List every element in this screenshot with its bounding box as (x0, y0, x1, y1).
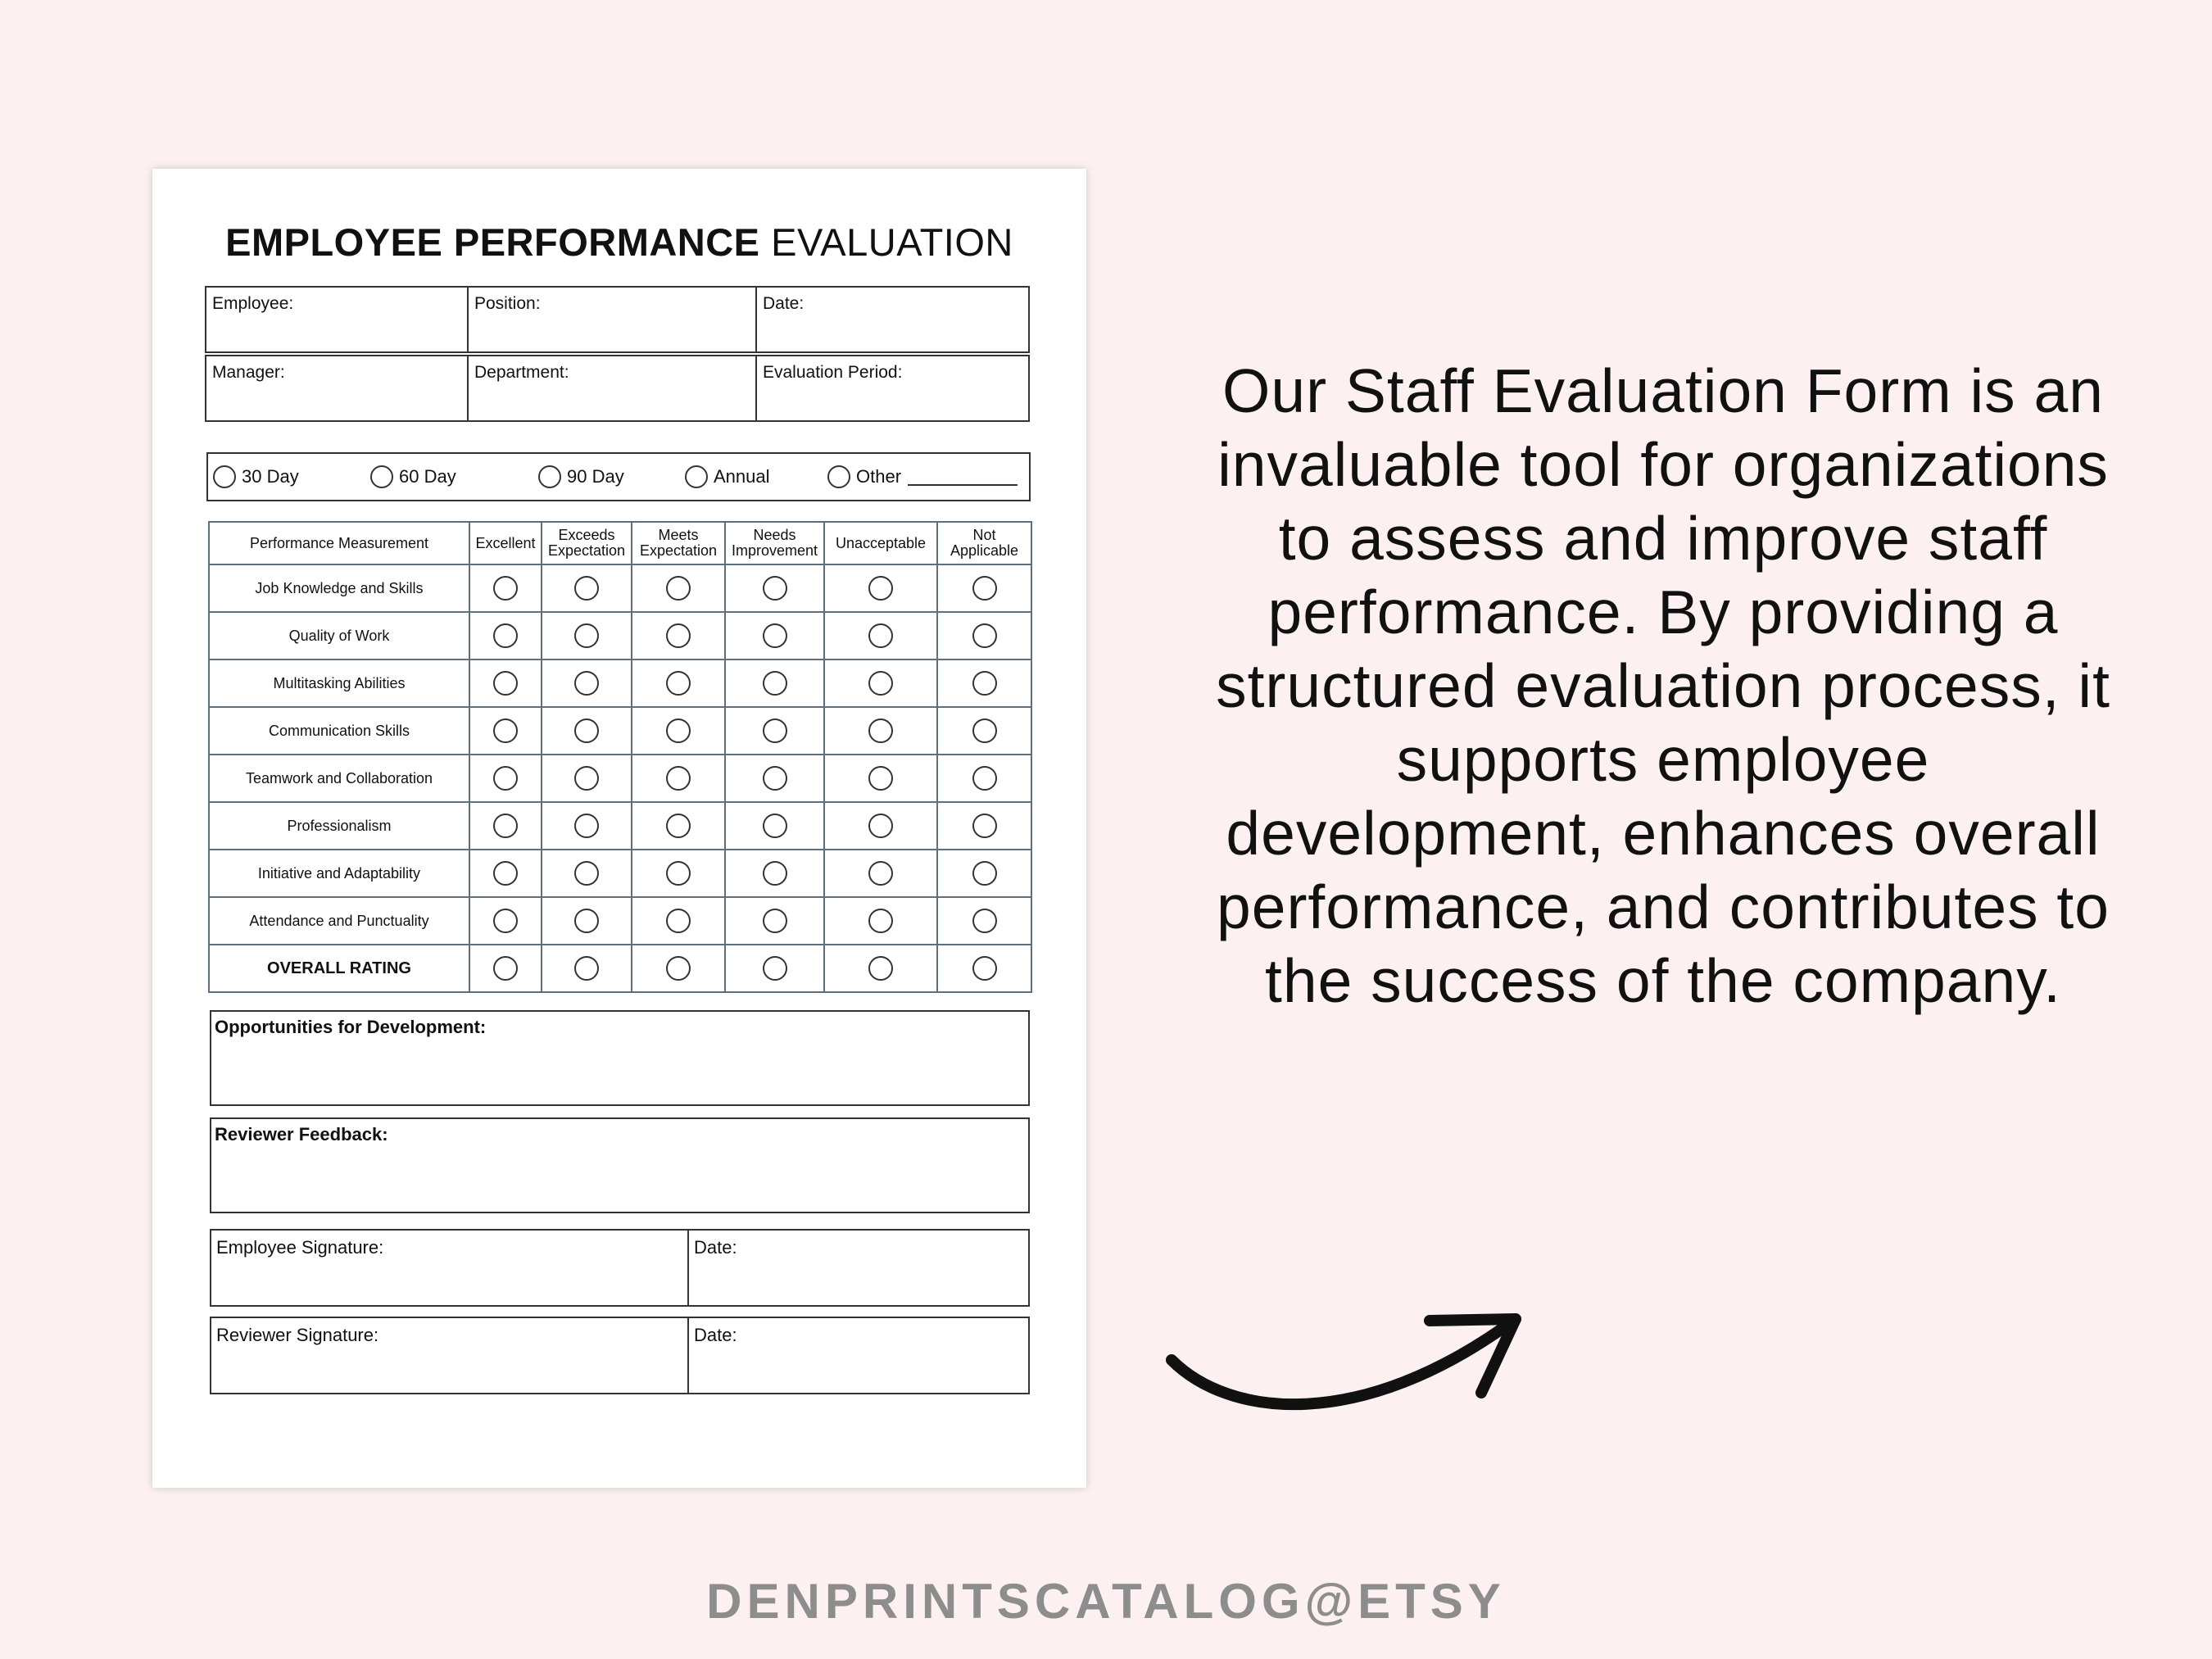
feedback-textbox[interactable] (210, 1117, 1030, 1213)
rating-radio[interactable] (972, 956, 997, 981)
manager-field[interactable] (206, 356, 467, 420)
rating-radio[interactable] (574, 718, 599, 743)
reviewer-signature-field[interactable] (211, 1318, 687, 1393)
radio-icon[interactable] (538, 465, 561, 488)
rating-radio[interactable] (972, 814, 997, 838)
form-title-bold: EMPLOYEE PERFORMANCE (225, 220, 760, 264)
table-header-row (209, 522, 1031, 564)
rating-radio[interactable] (763, 576, 787, 601)
rating-radio[interactable] (574, 623, 599, 648)
rating-radio[interactable] (763, 814, 787, 838)
rating-radio[interactable] (666, 861, 691, 886)
rating-radio[interactable] (972, 671, 997, 696)
period-label: 60 Day (399, 466, 456, 487)
rating-radio[interactable] (868, 623, 893, 648)
rating-radio[interactable] (868, 671, 893, 696)
rating-radio[interactable] (972, 576, 997, 601)
evaluation-period-field[interactable] (757, 356, 1028, 420)
table-row (209, 897, 1031, 945)
date-label: Date: (763, 294, 805, 313)
rating-radio[interactable] (666, 909, 691, 933)
promo-text: Our Staff Evaluation Form is an invaluable tool for organizations to assess and improve staff performance. By providing a structured evaluation process, it supports employee development, enhances overall performance, and contributes to the success of the company. (1216, 356, 2110, 1015)
employee-field[interactable] (206, 288, 467, 351)
info-row-2 (205, 355, 1030, 422)
employee-label: Employee: (212, 294, 294, 313)
rating-radio[interactable] (666, 814, 691, 838)
position-label: Position: (474, 294, 541, 313)
period-label: 90 Day (567, 466, 624, 487)
period-option-60-day[interactable] (370, 454, 456, 500)
table-row (209, 707, 1031, 755)
employee-signature-field[interactable] (211, 1231, 687, 1305)
rating-radio[interactable] (868, 909, 893, 933)
rating-radio[interactable] (574, 909, 599, 933)
radio-icon[interactable] (685, 465, 708, 488)
rating-radio[interactable] (574, 766, 599, 791)
table-row (209, 660, 1031, 707)
rating-radio[interactable] (493, 623, 518, 648)
rating-radio[interactable] (574, 576, 599, 601)
rating-radio[interactable] (493, 576, 518, 601)
rating-radio[interactable] (763, 766, 787, 791)
rating-radio[interactable] (493, 766, 518, 791)
measurement-label: Professionalism (209, 802, 469, 850)
rating-radio[interactable] (493, 909, 518, 933)
measurement-label: Teamwork and Collaboration (209, 755, 469, 802)
rating-radio[interactable] (763, 718, 787, 743)
rating-radio[interactable] (666, 766, 691, 791)
rating-radio[interactable] (574, 814, 599, 838)
rating-radio[interactable] (868, 766, 893, 791)
rating-radio[interactable] (666, 671, 691, 696)
measurement-label: Quality of Work (209, 612, 469, 660)
department-label: Department: (474, 363, 569, 382)
rating-radio[interactable] (868, 814, 893, 838)
rating-radio[interactable] (868, 576, 893, 601)
table-row (209, 612, 1031, 660)
performance-table (208, 521, 1032, 993)
rating-radio[interactable] (868, 718, 893, 743)
development-textbox[interactable] (210, 1010, 1030, 1106)
rating-radio[interactable] (763, 956, 787, 981)
period-label: 30 Day (242, 466, 299, 487)
other-blank-line[interactable] (908, 468, 1018, 486)
rating-radio[interactable] (868, 861, 893, 886)
rating-radio[interactable] (868, 956, 893, 981)
rating-radio[interactable] (666, 956, 691, 981)
reviewer-signature-row (210, 1317, 1030, 1394)
employee-signature-row (210, 1229, 1030, 1307)
date-field[interactable] (757, 288, 1028, 351)
measurement-label: Initiative and Adaptability (209, 850, 469, 897)
period-label: Annual (714, 466, 770, 487)
rating-radio[interactable] (493, 861, 518, 886)
form-title-regular: EVALUATION (771, 220, 1013, 264)
overall-rating-row (209, 945, 1031, 992)
date-label: Date: (694, 1325, 737, 1345)
radio-icon[interactable] (827, 465, 850, 488)
column-header: Not Applicable (937, 522, 1031, 564)
table-row (209, 850, 1031, 897)
rating-radio[interactable] (493, 956, 518, 981)
overall-rating-label: OVERALL RATING (209, 945, 469, 992)
manager-label: Manager: (212, 363, 285, 382)
measurement-label: Communication Skills (209, 707, 469, 755)
rating-radio[interactable] (574, 861, 599, 886)
rating-radio[interactable] (493, 671, 518, 696)
column-header: Excellent (469, 522, 542, 564)
table-row (209, 564, 1031, 612)
feedback-label: Reviewer Feedback: (215, 1124, 388, 1145)
department-field[interactable] (469, 356, 757, 420)
rating-radio[interactable] (763, 861, 787, 886)
table-row (209, 755, 1031, 802)
date-label: Date: (694, 1237, 737, 1258)
column-header: Unacceptable (824, 522, 937, 564)
measurement-label: Job Knowledge and Skills (209, 564, 469, 612)
rating-radio[interactable] (972, 766, 997, 791)
period-option-30-day[interactable] (213, 454, 299, 500)
rating-radio[interactable] (972, 718, 997, 743)
column-header: Needs Improvement (725, 522, 824, 564)
position-field[interactable] (469, 288, 757, 351)
radio-icon[interactable] (370, 465, 393, 488)
reviewer-signature-date-field[interactable] (689, 1318, 1028, 1393)
rating-radio[interactable] (666, 718, 691, 743)
rating-radio[interactable] (574, 956, 599, 981)
rating-radio[interactable] (493, 814, 518, 838)
period-label: Other (856, 466, 902, 487)
radio-icon[interactable] (213, 465, 236, 488)
period-option-other[interactable] (827, 454, 1018, 500)
rating-radio[interactable] (763, 671, 787, 696)
shop-name: DENPRINTSCATALOG@ETSY (706, 1574, 1506, 1629)
arrow-icon (1155, 1303, 1532, 1442)
rating-radio[interactable] (763, 909, 787, 933)
rating-radio[interactable] (493, 718, 518, 743)
rating-radio[interactable] (763, 623, 787, 648)
measurement-label: Multitasking Abilities (209, 660, 469, 707)
info-row-1 (205, 286, 1030, 353)
period-option-90-day[interactable] (538, 454, 624, 500)
reviewer-signature-label: Reviewer Signature: (216, 1325, 379, 1345)
rating-radio[interactable] (574, 671, 599, 696)
rating-radio[interactable] (972, 909, 997, 933)
column-header: Exceeds Expectation (542, 522, 632, 564)
table-row (209, 802, 1031, 850)
employee-signature-date-field[interactable] (689, 1231, 1028, 1305)
rating-radio[interactable] (972, 861, 997, 886)
rating-radio[interactable] (666, 576, 691, 601)
evaluation-period-label: Evaluation Period: (763, 363, 903, 382)
development-label: Opportunities for Development: (215, 1017, 487, 1037)
column-header: Meets Expectation (632, 522, 725, 564)
period-option-annual[interactable] (685, 454, 770, 500)
column-header: Performance Measurement (209, 522, 469, 564)
period-options (206, 452, 1031, 501)
measurement-label: Attendance and Punctuality (209, 897, 469, 945)
employee-signature-label: Employee Signature: (216, 1237, 384, 1258)
rating-radio[interactable] (666, 623, 691, 648)
form-title (152, 220, 1086, 265)
rating-radio[interactable] (972, 623, 997, 648)
